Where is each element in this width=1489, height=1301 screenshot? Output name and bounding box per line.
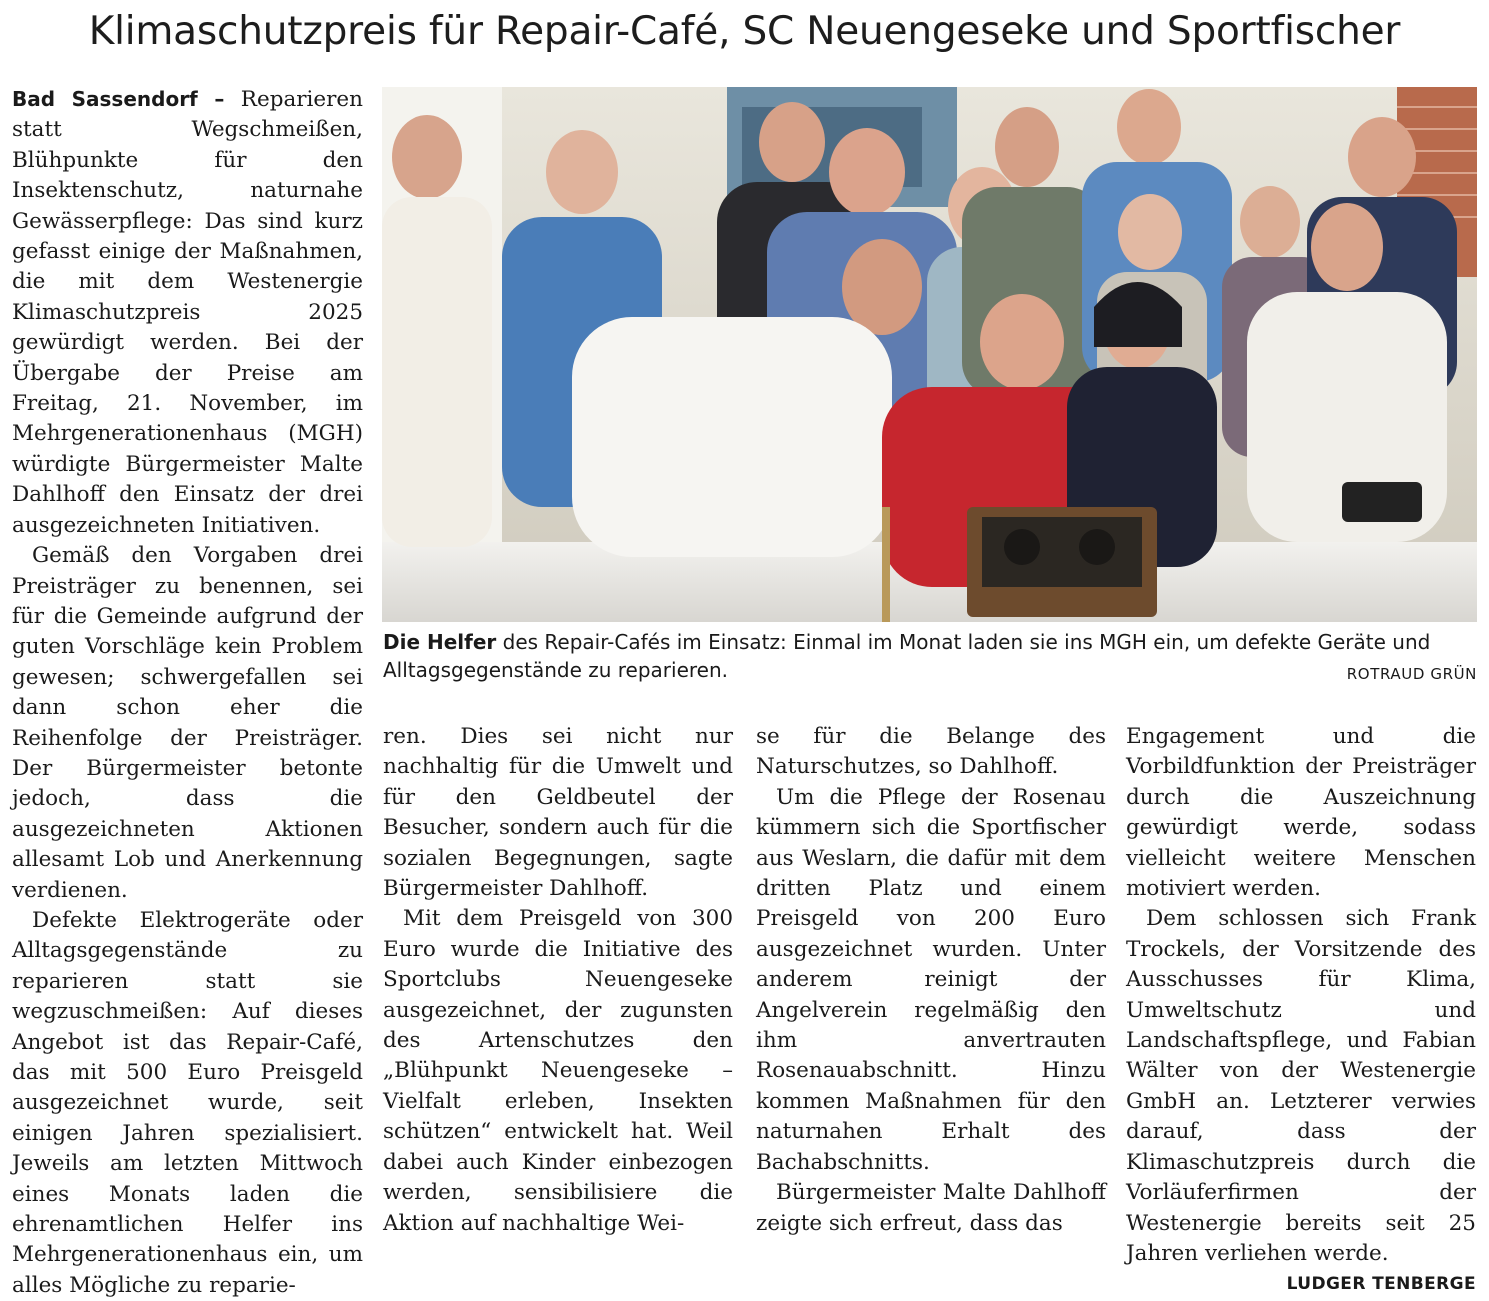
article-paragraph: Gemäß den Vorgaben drei Preisträger zu benennen, sei für die Gemeinde aufgrund der guten Vorschläge kein Problem gewesen; schwergefallen sei dann schon eher die Reihenfolge der Preisträger. Der Bürgermeister betonte jedoch, dass die ausgezeichneten Aktionen allesamt Lob und Anerkennung verdienen. — [12, 543, 363, 903]
article-paragraph: Mit dem Preisgeld von 300 Euro wurde die Initiative des Sportclubs Neuengeseke ausgezeichnet, der zugunsten des Artenschutzes den „Blühpunkt Neuengeseke – Vielfalt erleben, Insekten schützen“ entwickelt hat. Weil dabei auch Kinder einbezogen werden, sensibilisiere die Aktion auf nachhaltige Wei- — [383, 906, 733, 1236]
article-paragraph: ren. Dies sei nicht nur nachhaltig für die Umwelt und für den Geldbeutel der Besucher, sondern auch für die sozialen Begegnungen, sagte Bürgermeister Dahlhoff. — [383, 724, 733, 902]
caption-lead: Die Helfer — [383, 630, 497, 654]
author-byline: LUDGER TENBERGE — [1286, 1274, 1476, 1295]
headline: Klimaschutzpreis für Repair-Café, SC Neuengeseke und Sportfischer — [88, 9, 1401, 54]
article-paragraph: Defekte Elektrogeräte oder Alltagsgegenstände zu reparieren statt sie wegzuschmeißen: Auf dieses Angebot ist das Repair-Café, das mit 500 Euro Preisgeld ausgezeichnet wurde, seit einigen Jahren spezialisiert. Jeweils am letzten Mittwoch eines Monats laden die ehrenamtlichen Helfer ins Mehrgenerationenhaus ein, um alles Mögliche zu reparie- — [12, 907, 363, 1298]
photo-caption — [383, 628, 1477, 684]
article-paragraph: Bürgermeister Malte Dahlhoff zeigte sich erfreut, dass das — [756, 1180, 1106, 1236]
paragraph-text: Reparieren statt Wegschmeißen, Blühpunkte für den Insektenschutz, naturnahe Gewässerpflege: Das sind kurz gefasst einige der Maßnahmen, die mit dem Westenergie Klimaschutzpreis 2025 gewürdigt werden. Bei der Übergabe der Preise am Freitag, 21. November, im Mehrgenerationenhaus (MGH) würdigte Bürgermeister Malte Dahlhoff den Einsatz der drei ausgezeichneten Initiativen. — [12, 87, 363, 538]
article-paragraph — [12, 84, 363, 541]
article-column-3 — [756, 722, 1106, 1239]
dateline: Bad Sassendorf – — [12, 87, 225, 111]
article-paragraph — [1126, 904, 1476, 1295]
photo-illustration — [382, 87, 1477, 622]
article-column-1 — [12, 84, 363, 1301]
photo-credit: ROTRAUD GRÜN — [1346, 665, 1477, 683]
article-paragraph: Engagement und die Vorbildfunktion der Preisträger durch die Auszeichnung gewürdigt werde, sodass vielleicht weitere Menschen motiviert werden. — [1126, 724, 1476, 902]
article-column-4 — [1126, 722, 1476, 1300]
caption-text: des Repair-Cafés im Einsatz: Einmal im Monat laden sie ins MGH ein, um defekte Geräte und Alltagsgegenstände zu reparieren. — [383, 630, 1431, 682]
article-paragraph: Um die Pflege der Rosenau kümmern sich die Sportfischer aus Weslarn, die dafür mit dem dritten Platz und einem Preisgeld von 200 Euro ausgezeichnet wurden. Unter anderem reinigt der Angelverein regelmäßig den ihm anvertrauten Rosenauabschnitt. Hinzu kommen Maßnahmen für den naturnahen Erhalt des Bachabschnitts. — [756, 784, 1106, 1175]
article-photo — [382, 87, 1477, 622]
paragraph-text: Dem schlossen sich Frank Trockels, der Vorsitzende des Ausschusses für Klima, Umweltschutz und Landschaftspflege, und Fabian Wälter von der Westenergie GmbH an. Letzterer verwies darauf, dass der Klimaschutzpreis durch die Vorläuferfirmen der Westenergie bereits seit 25 Jahren verliehen werde. — [1126, 906, 1476, 1266]
article-column-2 — [383, 722, 733, 1239]
article-paragraph: se für die Belange des Naturschutzes, so Dahlhoff. — [756, 724, 1106, 780]
